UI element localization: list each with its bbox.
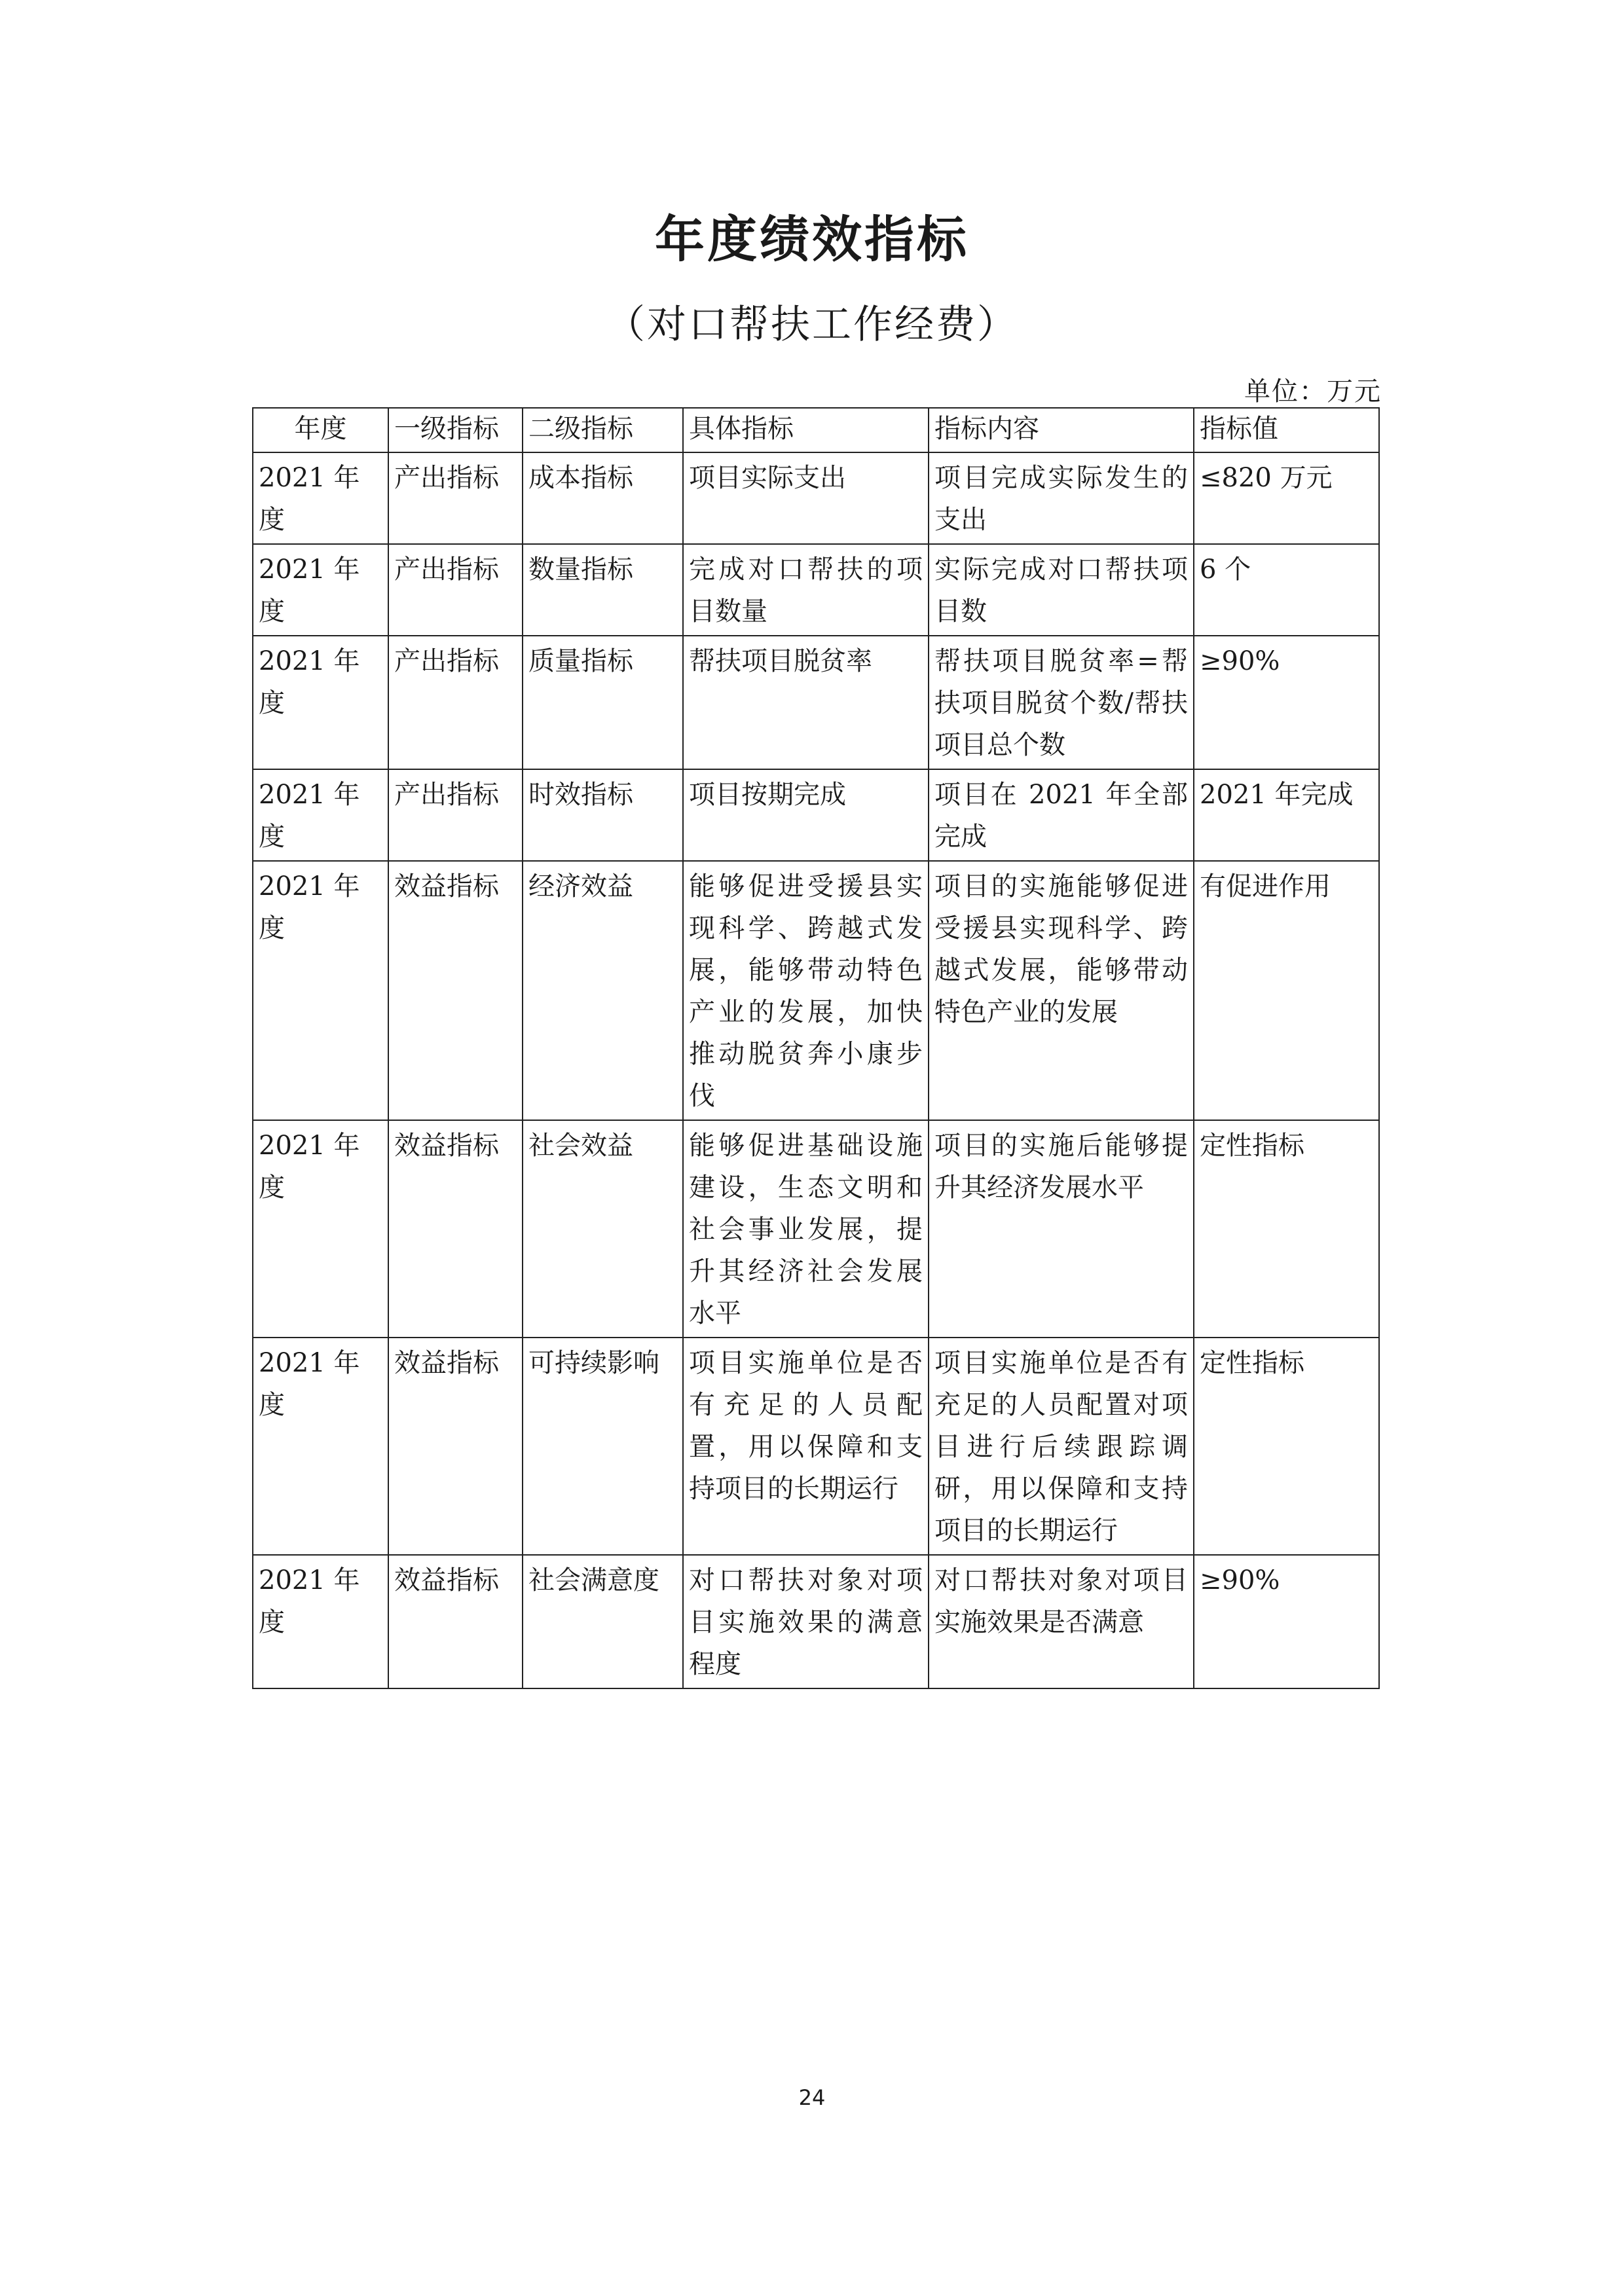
table-header-row: [253, 408, 1379, 452]
cell-level1: 效益指标: [388, 1338, 523, 1555]
table-row: [253, 452, 1379, 544]
cell-year: 2021 年度: [253, 544, 388, 636]
cell-year: 2021 年度: [253, 1338, 388, 1555]
cell-level1: 效益指标: [388, 1120, 523, 1338]
cell-level1: 产出指标: [388, 636, 523, 769]
cell-level1: 效益指标: [388, 861, 523, 1120]
header-specific: 具体指标: [683, 408, 929, 452]
header-level1: 一级指标: [388, 408, 523, 452]
cell-level2: 数量指标: [523, 544, 683, 636]
cell-content: 帮扶项目脱贫率=帮扶项目脱贫个数/帮扶项目总个数: [929, 636, 1194, 769]
page-number: 24: [798, 2085, 826, 2110]
page-title: 年度绩效指标: [655, 210, 969, 268]
performance-indicator-table: [252, 407, 1380, 1689]
cell-value: ≤820 万元: [1194, 452, 1379, 544]
header-content: 指标内容: [929, 408, 1194, 452]
cell-specific: 帮扶项目脱贫率: [683, 636, 929, 769]
cell-level1: 产出指标: [388, 544, 523, 636]
cell-content: 项目实施单位是否有充足的人员配置对项目进行后续跟踪调研，用以保障和支持项目的长期运行: [929, 1338, 1194, 1555]
cell-level2: 时效指标: [523, 769, 683, 861]
cell-year: 2021 年度: [253, 452, 388, 544]
cell-content: 项目的实施后能够提升其经济发展水平: [929, 1120, 1194, 1338]
cell-value: ≥90%: [1194, 1555, 1379, 1688]
header-value: 指标值: [1194, 408, 1379, 452]
cell-level2: 质量指标: [523, 636, 683, 769]
cell-content: 项目完成实际发生的支出: [929, 452, 1194, 544]
cell-level1: 产出指标: [388, 452, 523, 544]
table-row: [253, 636, 1379, 769]
cell-specific: 能够促进受援县实现科学、跨越式发展，能够带动特色产业的发展，加快推动脱贫奔小康步伐: [683, 861, 929, 1120]
cell-specific: 项目按期完成: [683, 769, 929, 861]
cell-specific: 项目实际支出: [683, 452, 929, 544]
table-row: [253, 861, 1379, 1120]
cell-content: 对口帮扶对象对项目实施效果是否满意: [929, 1555, 1194, 1688]
cell-level2: 可持续影响: [523, 1338, 683, 1555]
table-row: [253, 1338, 1379, 1555]
cell-year: 2021 年度: [253, 1120, 388, 1338]
cell-content: 实际完成对口帮扶项目数: [929, 544, 1194, 636]
cell-level2: 成本指标: [523, 452, 683, 544]
cell-year: 2021 年度: [253, 861, 388, 1120]
table-row: [253, 544, 1379, 636]
cell-value: 6 个: [1194, 544, 1379, 636]
cell-level1: 效益指标: [388, 1555, 523, 1688]
table-row: [253, 1555, 1379, 1688]
table-row: [253, 1120, 1379, 1338]
cell-specific: 能够促进基础设施建设，生态文明和社会事业发展，提升其经济社会发展水平: [683, 1120, 929, 1338]
cell-value: 有促进作用: [1194, 861, 1379, 1120]
cell-value: 定性指标: [1194, 1120, 1379, 1338]
cell-level2: 社会效益: [523, 1120, 683, 1338]
cell-year: 2021 年度: [253, 636, 388, 769]
cell-year: 2021 年度: [253, 1555, 388, 1688]
cell-level2: 社会满意度: [523, 1555, 683, 1688]
cell-level1: 产出指标: [388, 769, 523, 861]
table-row: [253, 769, 1379, 861]
page-subtitle: （对口帮扶工作经费）: [606, 302, 1018, 348]
header-level2: 二级指标: [523, 408, 683, 452]
cell-year: 2021 年度: [253, 769, 388, 861]
cell-value: 定性指标: [1194, 1338, 1379, 1555]
header-year: 年度: [253, 408, 388, 452]
cell-value: 2021 年完成: [1194, 769, 1379, 861]
unit-label: 单位：万元: [1244, 376, 1382, 407]
cell-specific: 完成对口帮扶的项目数量: [683, 544, 929, 636]
cell-content: 项目的实施能够促进受援县实现科学、跨越式发展，能够带动特色产业的发展: [929, 861, 1194, 1120]
cell-specific: 对口帮扶对象对项目实施效果的满意程度: [683, 1555, 929, 1688]
cell-value: ≥90%: [1194, 636, 1379, 769]
cell-specific: 项目实施单位是否有充足的人员配置，用以保障和支持项目的长期运行: [683, 1338, 929, 1555]
cell-level2: 经济效益: [523, 861, 683, 1120]
cell-content: 项目在 2021 年全部完成: [929, 769, 1194, 861]
